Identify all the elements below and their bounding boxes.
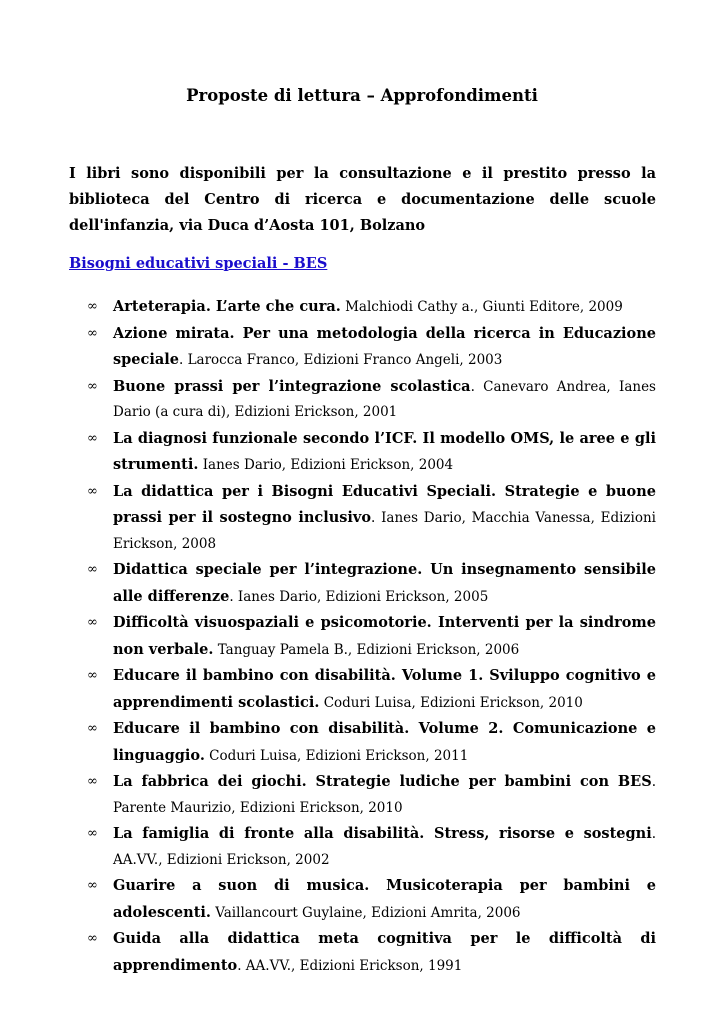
list-item-text — [113, 821, 656, 873]
list-item-text — [113, 926, 656, 979]
list-item-text — [113, 663, 656, 716]
book-details: Coduri Luisa, Edizioni Erickson, 2011 — [204, 747, 469, 764]
list-item — [69, 769, 656, 821]
list-item-text — [113, 769, 656, 821]
list-item — [69, 479, 656, 558]
book-title: Didattica speciale per l’integrazione. Un insegnamento sensibile alle differenze — [113, 561, 656, 605]
book-details: . Ianes Dario, Edizioni Erickson, 2005 — [229, 588, 489, 605]
infinity-bullet-icon: ∞ — [87, 325, 98, 341]
list-item-text — [113, 374, 656, 426]
book-title: Difficoltà visuospaziali e psicomotorie. Interventi per la sindrome non verbale. — [113, 614, 656, 658]
infinity-bullet-icon: ∞ — [87, 774, 98, 789]
infinity-bullet-icon: ∞ — [87, 826, 98, 841]
reading-list — [69, 294, 656, 979]
list-item-text — [113, 479, 656, 558]
book-details: . Parente Maurizio, Edizioni Erickson, 2010 — [113, 774, 656, 816]
infinity-bullet-icon: ∞ — [87, 430, 98, 446]
list-item-text — [113, 716, 656, 769]
book-title: Guarire a suon di musica. Musicoterapia per bambini e adolescenti. — [113, 877, 656, 921]
book-title: Azione mirata. Per una metodologia della ricerca in Educazione speciale — [113, 324, 656, 368]
infinity-bullet-icon: ∞ — [87, 483, 98, 499]
infinity-bullet-icon: ∞ — [87, 562, 98, 577]
list-item — [69, 716, 656, 769]
book-details: Malchiodi Cathy a., Giunti Editore, 2009 — [340, 299, 623, 315]
list-item — [69, 821, 656, 873]
intro-paragraph: I libri sono disponibili per la consultazione e il prestito presso la biblioteca del Centro di ricerca e documentazione delle scuole dell'infanzia, via Duca d’Aosta 101, Bolzano — [69, 165, 656, 234]
list-item — [69, 294, 656, 321]
list-item — [69, 926, 656, 979]
book-title: Educare il bambino con disabilità. Volume 2. Comunicazione e linguaggio. — [113, 720, 656, 764]
book-details: . Canevaro Andrea, Ianes Dario (a cura di), Edizioni Erickson, 2001 — [113, 378, 656, 420]
list-item-text — [113, 321, 656, 374]
list-item-text — [113, 873, 656, 926]
section-link-bes[interactable]: Bisogni educativi speciali - BES — [69, 255, 328, 272]
book-title: Buone prassi per l’integrazione scolastica — [113, 377, 471, 395]
book-title: La diagnosi funzionale secondo l’ICF. Il modello OMS, le aree e gli strumenti. — [113, 429, 656, 473]
book-details: . Ianes Dario, Macchia Vanessa, Edizioni Erickson, 2008 — [113, 510, 656, 552]
list-item-text — [113, 610, 656, 663]
book-details: Ianes Dario, Edizioni Erickson, 2004 — [198, 457, 454, 473]
infinity-bullet-icon: ∞ — [87, 378, 98, 394]
list-item-text — [113, 294, 656, 321]
infinity-bullet-icon: ∞ — [87, 615, 98, 630]
list-item — [69, 873, 656, 926]
list-item-text — [113, 426, 656, 479]
book-title: Guida alla didattica meta cognitiva per le difficoltà di apprendimento — [113, 930, 656, 974]
list-item — [69, 374, 656, 426]
book-details: . Larocca Franco, Edizioni Franco Angeli, 2003 — [179, 352, 503, 368]
book-title: La famiglia di fronte alla disabilità. Stress, risorse e sostegni — [113, 825, 652, 842]
list-item — [69, 557, 656, 610]
list-item — [69, 426, 656, 479]
book-details: Tanguay Pamela B., Edizioni Erickson, 2006 — [213, 641, 520, 658]
book-details: . AA.VV., Edizioni Erickson, 2002 — [113, 826, 656, 868]
list-item — [69, 663, 656, 716]
book-details: . AA.VV., Edizioni Erickson, 1991 — [237, 957, 463, 974]
infinity-bullet-icon: ∞ — [87, 721, 98, 736]
infinity-bullet-icon: ∞ — [87, 878, 98, 893]
book-title: Arteterapia. L’arte che cura. — [113, 298, 341, 315]
book-title: La fabbrica dei giochi. Strategie ludiche per bambini con BES — [113, 773, 652, 790]
list-item — [69, 321, 656, 374]
book-title: Educare il bambino con disabilità. Volume 1. Sviluppo cognitivo e apprendimenti scolastici. — [113, 667, 656, 711]
list-item-text — [113, 557, 656, 610]
list-item — [69, 610, 656, 663]
infinity-bullet-icon: ∞ — [87, 931, 98, 946]
infinity-bullet-icon: ∞ — [87, 668, 98, 683]
infinity-bullet-icon: ∞ — [87, 299, 98, 314]
book-details: Coduri Luisa, Edizioni Erickson, 2010 — [319, 694, 583, 711]
book-details: Vaillancourt Guylaine, Edizioni Amrita, 2006 — [210, 904, 521, 921]
book-title: La didattica per i Bisogni Educativi Speciali. Strategie e buone prassi per il sostegno inclusivo — [113, 482, 656, 526]
page-title: Proposte di lettura – Approfondimenti — [186, 86, 538, 105]
